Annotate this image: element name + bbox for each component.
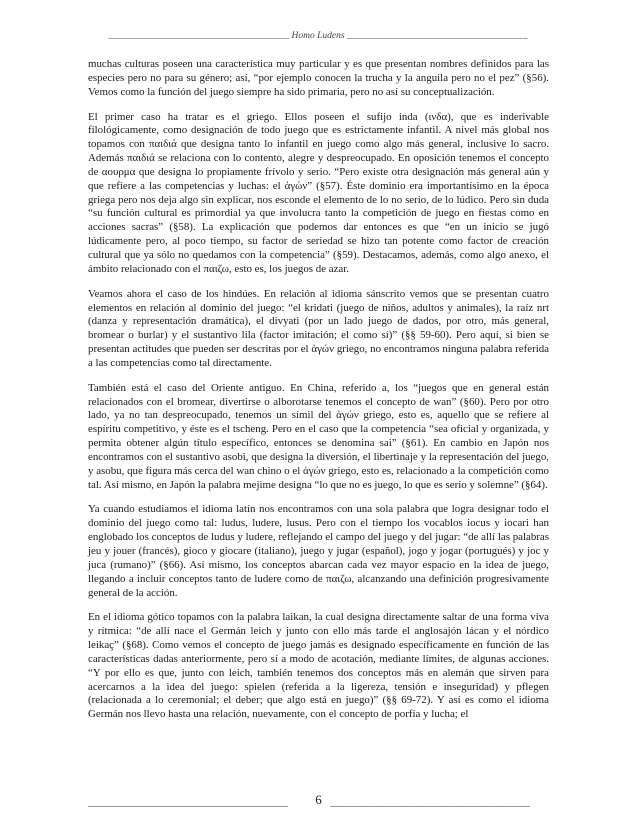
- paragraph-6: En el idioma gótico topamos con la palabra laikan, la cual designa directamente saltar de una forma viva y rítmica: “de allí nace el Germán leich y junto con ello más tarde el anglosajón lácan y el nórdico leikaç” (§68). Como vemos el concepto de juego jamás es designado específicamente en función de las características dadas anteriormente, pero sí a modo de acotación, mediante límites, de algunas acciones. “Y por ello es que, junto con leich, también tenemos dos conceptos más en alemán que sirven para acercarnos a la idea del juego: spielen (referida a la ligereza, tensión e inseguridad) y pflegen (relacionada a lo ceremonial; el deber; que algo está en juego)” (§§ 69-72). Y así es como el idioma Germán nos llevo hasta una relación, nuevamente, con el concepto de porfía y lucha; el: [88, 611, 549, 721]
- paragraph-4: También está el caso del Oriente antiguo. En China, referido a, los “juegos que en general están relacionados con el bromear, divertirse o alborotarse tenemos el concepto de wan” (§60). Pero por otro lado, ya no tan despreocupado, tenemos un símil del ἀγών griego, esto es, aquello que se refiere al espíritu competitivo, y éste es el tscheng. Pero en el caso que la competencia “sea oficial y organizada, y permita obtener algún título específico, entonces se denomina sai” (§61). En cambio en Japón nos encontramos con el sustantivo asobi, que designa la diversión, el libertinaje y la representación del juego, y asobu, que figura más cerca del wan chino o el ἀγών griego, esto es, relacionado a la competición como tal. Así mismo, en Japón la palabra mejime designa “lo que no es juego, lo que es serio y solemne” (§64).: [88, 381, 549, 491]
- paragraph-5: Ya cuando estudiamos el idioma latín nos encontramos con una sola palabra que logra designar todo el dominio del juego como tal: ludus, ludere, lusus. Pero con el tiempo los vocablos iocus y iocari han englobado los conceptos de ludus y ludere, reflejando el campo del juego y del jugar: “de allí las palabras jeu y jouer (francés), gioco y giocare (italiano), juego y jugar (español), jogo y jogar (portugués) y joc y juca (rumano)” (§66). Así mismo, los conceptos abarcan cada vez mayor espacio en la idea de juego, llegando a incluir conceptos tanto de ludere como de παιζω, alcanzando una definición progresivamente general de la acción.: [88, 503, 549, 599]
- footer-rule-left: ________________________________________: [88, 797, 288, 808]
- body-text: [88, 58, 549, 722]
- page-number: 6: [315, 792, 322, 807]
- header-rule-right: ______________________________________: [346, 31, 528, 41]
- footer-rule-right: ________________________________________: [329, 797, 530, 808]
- header-title: Homo Ludens: [291, 31, 345, 41]
- header-rule-left: ______________________________________: [108, 31, 290, 41]
- paragraph-2: El primer caso ha tratar es el griego. Ellos poseen el sufijo inda (ινδα), que es inderivable filológicamente, como designación de todo juego que es estrictamente infantil. A nivel más global nos topamos con παιδιά que designa tanto lo infantil en juego como algo más general, inclusive lo sacro. Además παιδιά se relaciona con lo contento, alegre y despreocupado. En oposición tenemos el concepto de αουρμα que designa lo propiamente frívolo y serio. “Pero existe otra designación más general aún y que refiere a las competencias y luchas: el ἀγών” (§57). Éste dominio era importantísimo en la época griega pero nos deja algo sin explicar, nos esconde el elemento de lo no serio, de lo lúdico. Pero sin duda “su función cultural es primordial ya que involucra tanto la competición de juego en fiestas como en acciones sacras” (§58). La explicación que podemos dar entonces es que “en un inicio se jugó lúdicamente pero, al poco tiempo, su factor de seriedad se hizo tan potente como factor de creación cultural que ya sólo no quedamos con la competencia” (§59). Destacamos, además, como algo anexo, el ámbito relacionado con el παιζω, esto es, los juegos de azar.: [88, 110, 549, 275]
- running-header: [88, 31, 548, 41]
- paragraph-1: muchas culturas poseen una característica muy particular y es que presentan nombres definidos para las especies pero no para su género; así, “por ejemplo conocen la trucha y la anguila pero no el pez” (§56). Vemos como la función del juego siempre ha sido primaria, pero no así su conceptualización.: [88, 58, 549, 98]
- page-footer: [88, 792, 549, 808]
- paragraph-3: Veamos ahora el caso de los hindúes. En relación al idioma sánscrito vemos que se presentan cuatro elementos en relación al dominio del juego: “el kridati (juego de niños, adultos y animales), la raíz nrt (danza y representación dramática), el divyati (por un lado juego de dados, por otro, más general, bromear o burlar) y el sustantivo lila (factor imitación; el como sí)” (§§ 59-60). Pero aquí, si bien se presentan actitudes que pueden ser descritas por el ἀγών griego, no encontramos ninguna palabra referida a las competencias como tal directamente.: [88, 287, 549, 369]
